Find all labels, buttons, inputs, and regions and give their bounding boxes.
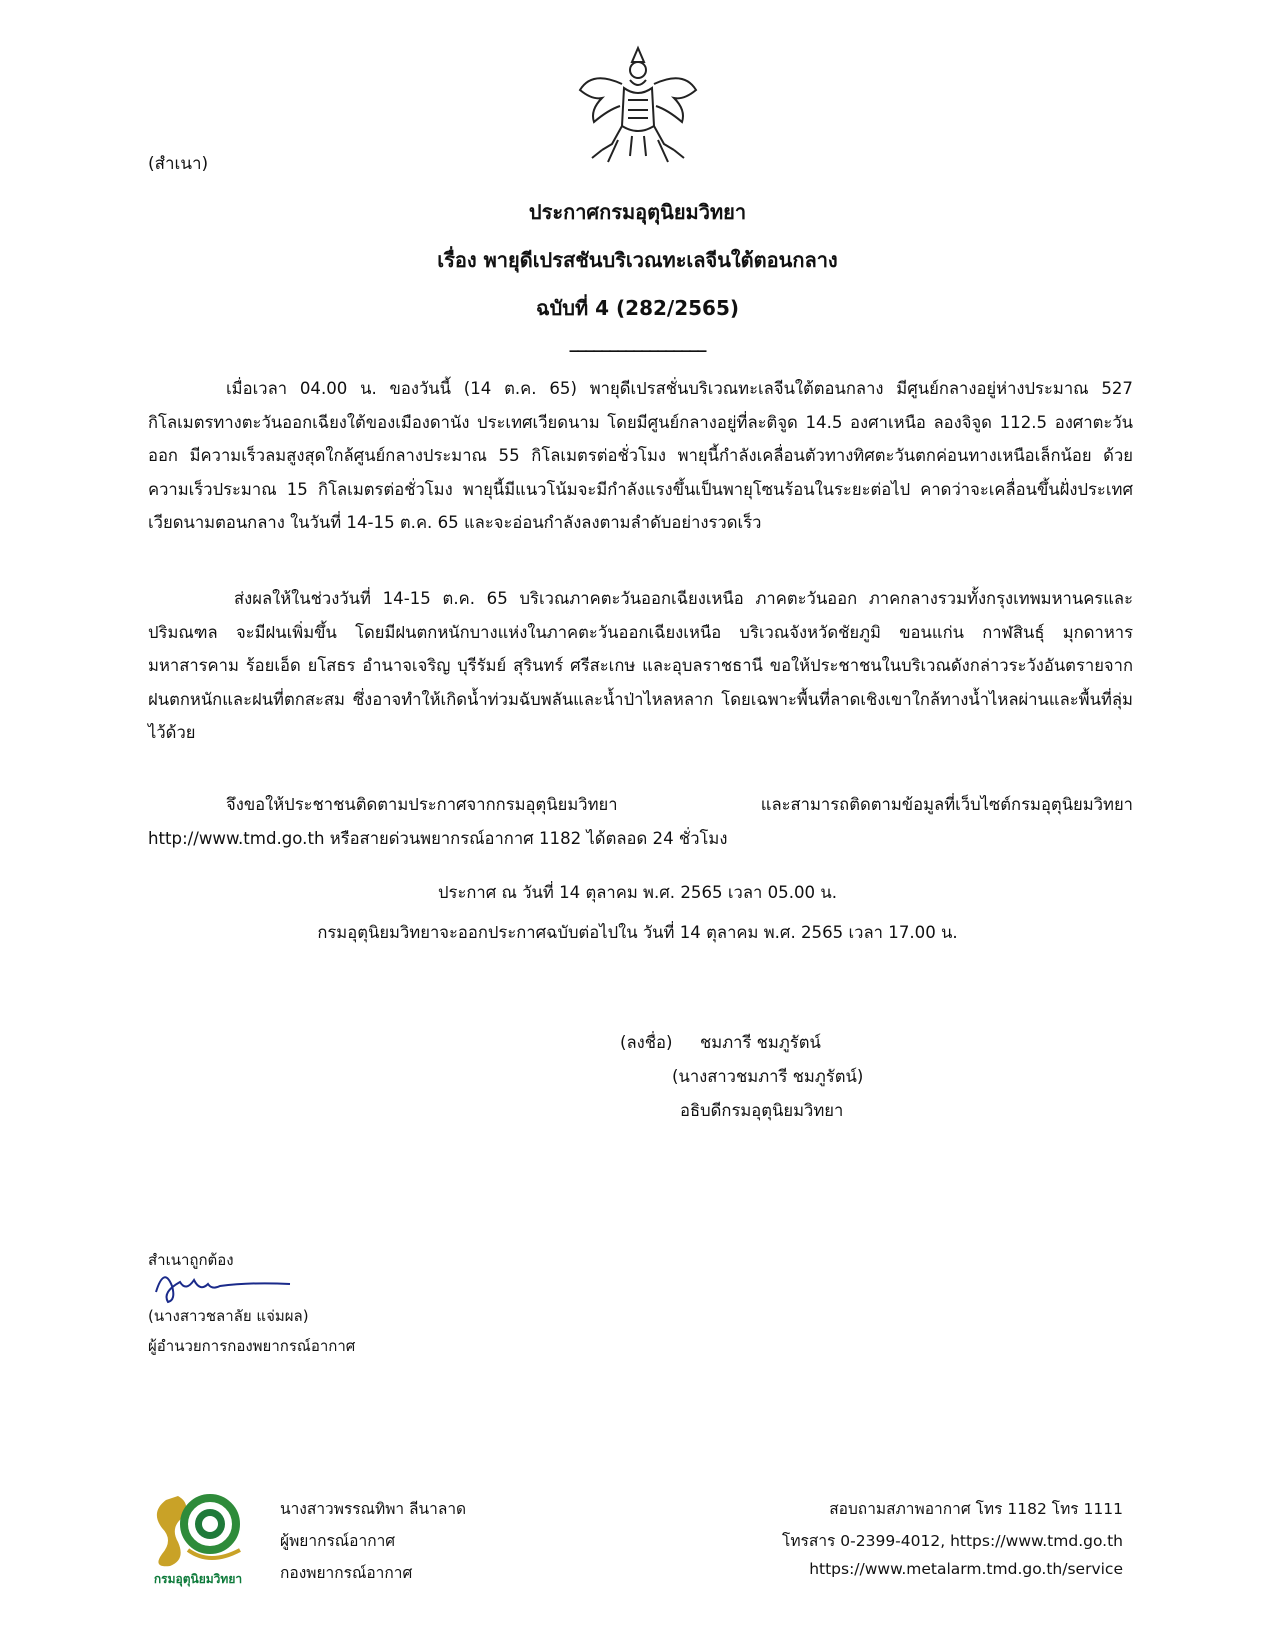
handwritten-signature — [150, 1262, 300, 1306]
signer-full-name: (นางสาวชมภารี ชมภูรัตน์) — [672, 1067, 864, 1086]
forecaster-name: นางสาวพรรณทิพา ลีนาลาด — [280, 1500, 467, 1518]
subject-line: เรื่อง พายุดีเปรสชันบริเวณทะเลจีนใต้ตอนกลาง — [437, 248, 838, 272]
logo-caption: กรมอุตุนิยมวิทยา — [153, 1572, 243, 1586]
tmd-80th-anniversary-logo-icon — [148, 1480, 248, 1570]
next-issue-note: กรมอุตุนิยมวิทยาจะออกประกาศฉบับต่อไปใน วันที่ 14 ตุลาคม พ.ศ. 2565 เวลา 17.00 น. — [317, 923, 958, 942]
paragraph-advisory: จึงขอให้ประชาชนติดตามประกาศจากกรมอุตุนิยมวิทยา และสามารถติดตามข้อมูลที่เว็บไซต์กรมอุตุนิยมวิทยา http://www.tmd.go.th หรือสายด่วนพยากรณ์อากาศ 1182 ได้ตลอด 24 ชั่วโมง — [148, 795, 1133, 848]
announcement-date: ประกาศ ณ วันที่ 14 ตุลาคม พ.ศ. 2565 เวลา 05.00 น. — [438, 883, 837, 902]
certifier-name: (นางสาวชลาลัย แจ่มผล) — [148, 1307, 309, 1325]
contact-fax-web[interactable]: โทรสาร 0-2399-4012, https://www.tmd.go.th — [782, 1532, 1123, 1550]
title-divider: _________________ — [569, 332, 706, 353]
page-title: ประกาศกรมอุตุนิยมวิทยา — [528, 200, 747, 224]
forecaster-role: ผู้พยากรณ์อากาศ — [280, 1532, 396, 1550]
issue-number: ฉบับที่ 4 (282/2565) — [535, 296, 740, 320]
signer-name: ชมภารี ชมภูรัตน์ — [700, 1033, 821, 1052]
garuda-emblem-icon — [572, 40, 704, 168]
certified-copy-label: สำเนาถูกต้อง — [148, 1251, 234, 1269]
sign-label: (ลงชื่อ) — [620, 1033, 673, 1052]
copy-tag: (สำเนา) — [148, 154, 209, 174]
certifier-position: ผู้อำนวยการกองพยากรณ์อากาศ — [148, 1337, 356, 1355]
contact-service-link[interactable]: https://www.metalarm.tmd.go.th/service — [809, 1560, 1123, 1578]
contact-phone: สอบถามสภาพอากาศ โทร 1182 โทร 1111 — [829, 1500, 1123, 1518]
paragraph-storm-position: เมื่อเวลา 04.00 น. ของวันนี้ (14 ต.ค. 65) พายุดีเปรสชั่นบริเวณทะเลจีนใต้ตอนกลาง มีศูนย์กลางอยู่ห่างประมาณ 527 กิโลเมตรทางตะวันออกเฉียงใต้ของเมืองดานัง ประเทศเวียดนาม โดยมีศูนย์กลางอยู่ที่ละติจูด 14.5 องศาเหนือ ลองจิจูด 112.5 องศาตะวันออก มีความเร็วลมสูงสุดใกล้ศูนย์กลางประมาณ 55 กิโลเมตรต่อชั่วโมง พายุนี้กำลังเคลื่อนตัวทางทิศตะวันตกค่อนทางเหนือเล็กน้อย ด้วยความเร็วประมาณ 15 กิโลเมตรต่อชั่วโมง พายุนี้มีแนวโน้มจะมีกำลังแรงขึ้นเป็นพายุโซนร้อนในระยะต่อไป คาดว่าจะเคลื่อนขึ้นฝั่งประเทศเวียดนามตอนกลาง ในวันที่ 14-15 ต.ค. 65 และจะอ่อนกำลังลงตามลำดับอย่างรวดเร็ว — [148, 379, 1133, 532]
forecaster-division: กองพยากรณ์อากาศ — [280, 1564, 413, 1582]
signer-title: อธิบดีกรมอุตุนิยมวิทยา — [680, 1101, 844, 1120]
paragraph-impact: ส่งผลให้ในช่วงวันที่ 14-15 ต.ค. 65 บริเวณภาคตะวันออกเฉียงเหนือ ภาคตะวันออก ภาคกลางรวมทั้งกรุงเทพมหานครและปริมณฑล จะมีฝนเพิ่มขึ้น โดยมีฝนตกหนักบางแห่งในภาคตะวันออกเฉียงเหนือ บริเวณจังหวัดชัยภูมิ ขอนแก่น กาฬสินธุ์ มุกดาหาร มหาสารคาม ร้อยเอ็ด ยโสธร อำนาจเจริญ บุรีรัมย์ สุรินทร์ ศรีสะเกษ และอุบลราชธานี ขอให้ประชาชนในบริเวณดังกล่าวระวังอันตรายจากฝนตกหนักและฝนที่ตกสะสม ซึ่งอาจทำให้เกิดน้ำท่วมฉับพลันและน้ำป่าไหลหลาก โดยเฉพาะพื้นที่ลาดเชิงเขาใกล้ทางน้ำไหลผ่านและพื้นที่ลุ่มไว้ด้วย — [148, 589, 1133, 742]
